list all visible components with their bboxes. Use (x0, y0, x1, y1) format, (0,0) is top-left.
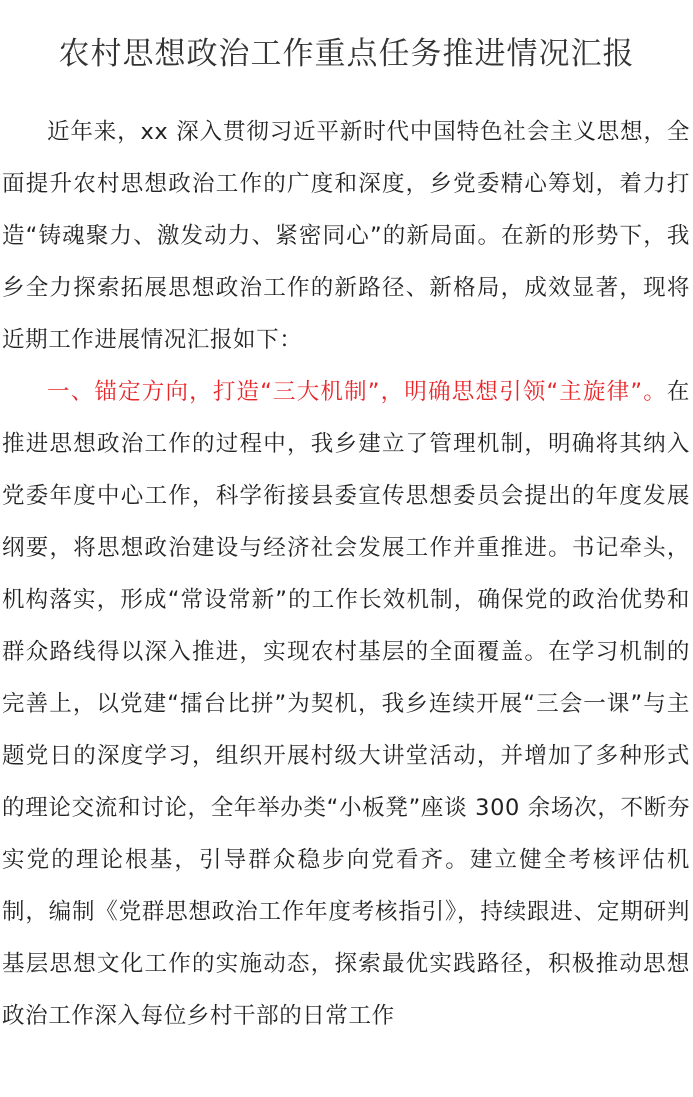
section-1-heading: 一、锚定方向，打造“三大机制”，明确思想引领“主旋律”。 (47, 379, 667, 405)
section-1-body: 在推进思想政治工作的过程中，我乡建立了管理机制，明确将其纳入党委年度中心工作，科学衔接县委宣传思想委员会提出的年度发展纲要，将思想政治建设与经济社会发展工作并重推进。书记牵头，机构落实，形成“常设常新”的工作长效机制，确保党的政治优势和群众路线得以深入推进，实现农村基层的全面覆盖。在学习机制的完善上，以党建“擂台比拼”为契机，我乡连续开展“三会一课”与主题党日的深度学习，组织开展村级大讲堂活动，并增加了多种形式的理论交流和讨论，全年举办类“小板凳”座谈 300 余场次，不断夯实党的理论根基，引导群众稳步向党看齐。建立健全考核评估机制，编制《党群思想政治工作年度考核指引》，持续跟进、定期研判基层思想文化工作的实施动态，探索最优实践路径，积极推动思想政治工作深入每位乡村干部的日常工作 (2, 379, 690, 1029)
section-1-paragraph (2, 366, 690, 1042)
document-title: 农村思想政治工作重点任务推进情况汇报 (58, 36, 635, 72)
intro-paragraph: 近年来，xx 深入贯彻习近平新时代中国特色社会主义思想，全面提升农村思想政治工作的广度和深度，乡党委精心筹划，着力打造“铸魂聚力、激发动力、紧密同心”的新局面。在新的形势下，我乡全力探索拓展思想政治工作的新路径、新格局，成效显著，现将近期工作进展情况汇报如下： (2, 119, 690, 353)
document-body (2, 106, 690, 1042)
